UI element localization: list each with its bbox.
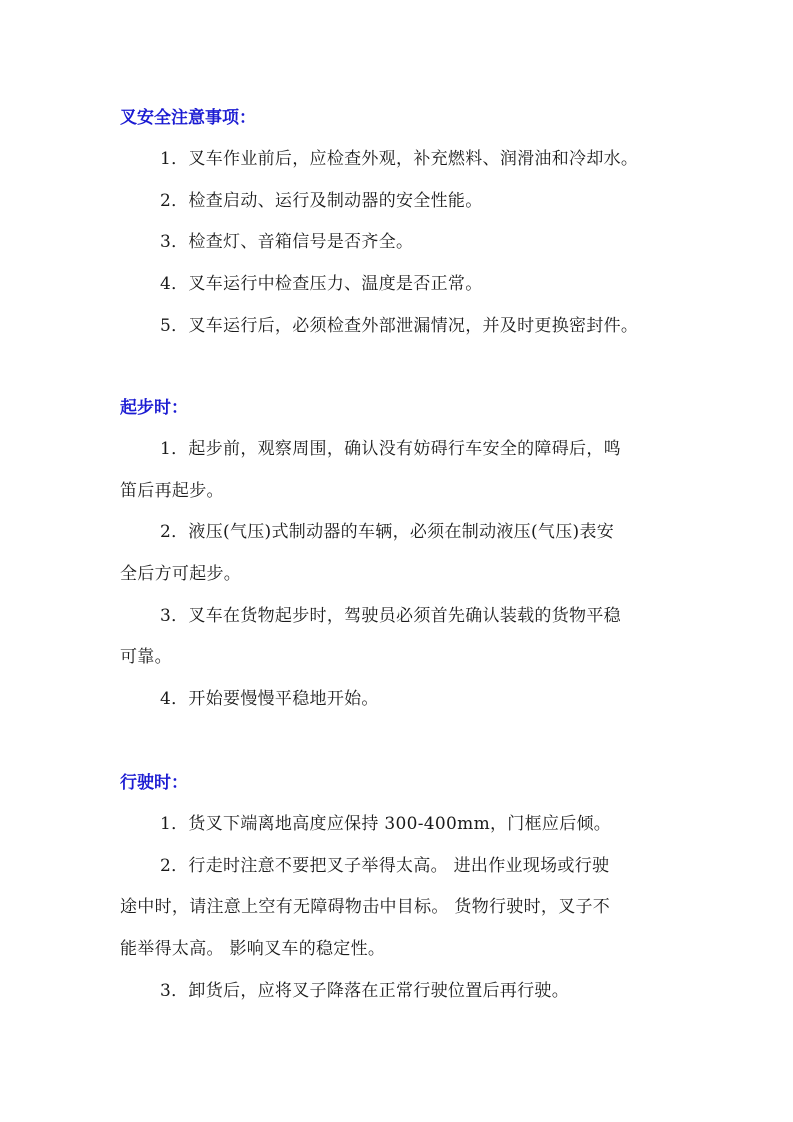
list-item: 3．叉车在货物起步时，驾驶员必须首先确认装载的货物平稳 <box>160 606 621 626</box>
list-item-continuation: 笛后再起步。 <box>120 481 224 501</box>
list-item-continuation: 能举得太高。 影响叉车的稳定性。 <box>120 939 386 959</box>
list-item: 3．检查灯、音箱信号是否齐全。 <box>160 232 414 252</box>
list-item: 4．叉车运行中检查压力、温度是否正常。 <box>160 274 483 294</box>
list-item: 2．液压(气压)式制动器的车辆，必须在制动液压(气压)表安 <box>160 522 615 542</box>
list-item: 4．开始要慢慢平稳地开始。 <box>160 689 379 709</box>
list-item: 3．卸货后，应将叉子降落在正常行驶位置后再行驶。 <box>160 981 570 1001</box>
list-item: 1．叉车作业前后，应检查外观，补充燃料、润滑油和冷却水。 <box>160 149 639 169</box>
section-heading-safety: 叉安全注意事项： <box>120 108 256 128</box>
list-item: 1．货叉下端离地高度应保持 300-400mm，门框应后倾。 <box>160 814 612 834</box>
list-item: 1．起步前，观察周围，确认没有妨碍行车安全的障碍后，鸣 <box>160 439 621 459</box>
list-item: 2．行走时注意不要把叉子举得太高。 进出作业现场或行驶 <box>160 856 610 876</box>
list-item-continuation: 途中时，请注意上空有无障碍物击中目标。 货物行驶时，叉子不 <box>120 897 611 917</box>
list-item-continuation: 可靠。 <box>120 647 172 667</box>
section-heading-start: 起步时： <box>120 398 188 418</box>
section-heading-driving: 行驶时： <box>120 773 188 793</box>
list-item: 5．叉车运行后，必须检查外部泄漏情况，并及时更换密封件。 <box>160 316 639 336</box>
list-item-continuation: 全后方可起步。 <box>120 564 242 584</box>
list-item: 2．检查启动、运行及制动器的安全性能。 <box>160 191 483 211</box>
